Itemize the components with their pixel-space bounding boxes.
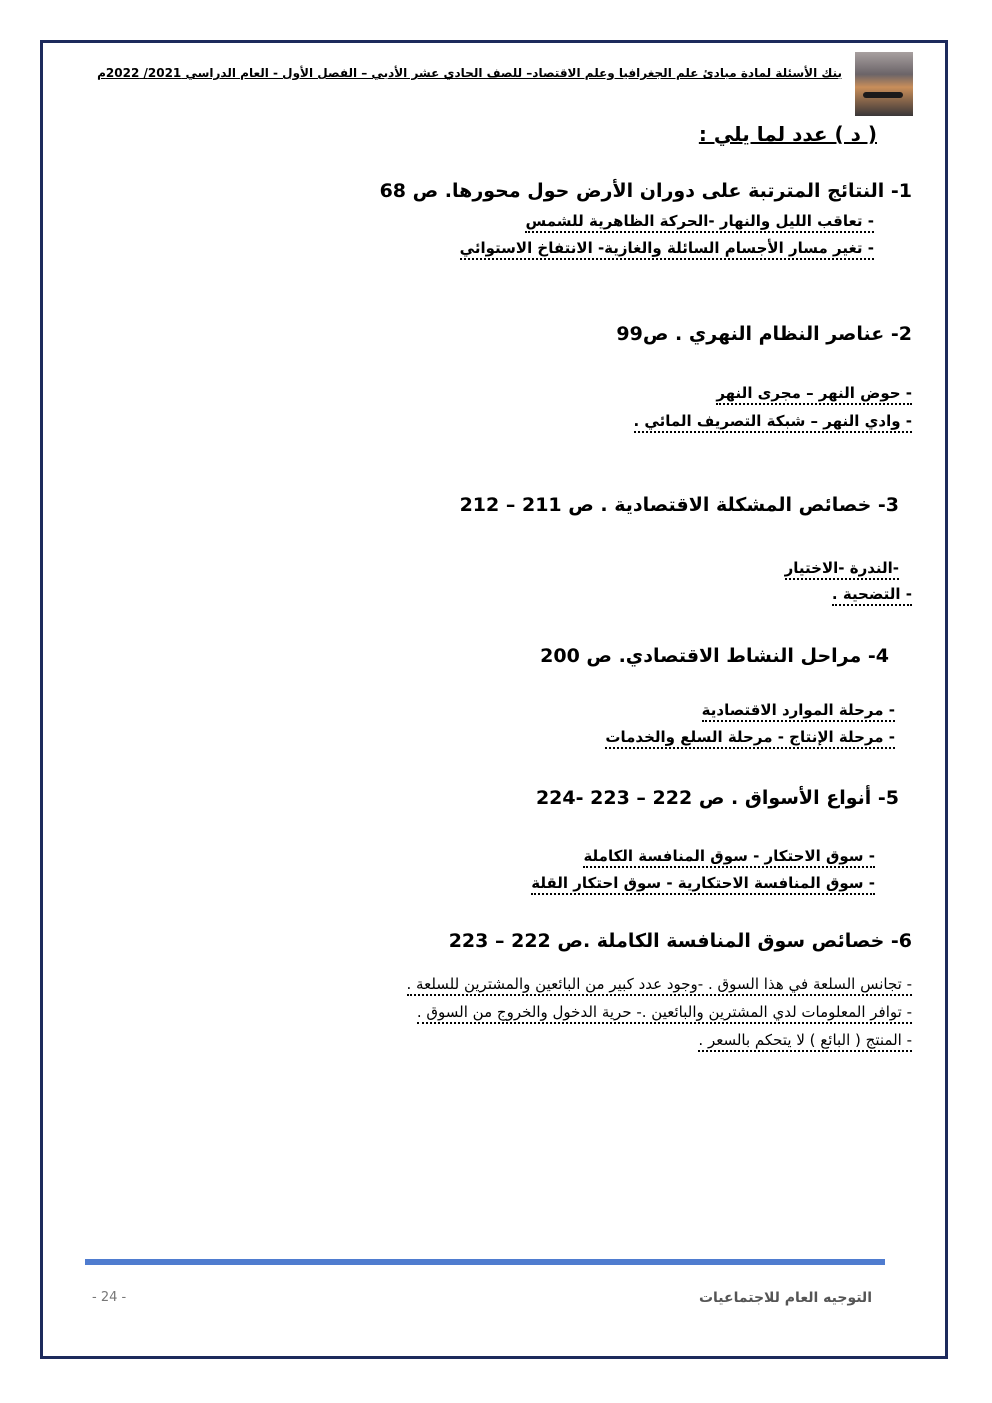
question-3-title: 3- خصائص المشكلة الاقتصادية . ص 211 – 212 (459, 494, 899, 516)
footer-organization: التوجيه العام للاجتماعيات (698, 1290, 872, 1306)
question-4-title: 4- مراحل النشاط الاقتصادي. ص 200 (540, 645, 889, 667)
header-logo-image (855, 52, 913, 116)
question-2-answer-1: - حوض النهر – مجرى النهر (716, 383, 912, 405)
question-2-title: 2- عناصر النظام النهري . ص99 (616, 323, 912, 345)
header-title: بنك الأسئلة لمادة مبادئ علم الجغرافيا وعلم الاقتصاد– للصف الحادي عشر الأدبي – الفصل الأول - العام الدراسي 2021/ 2022م (97, 66, 842, 80)
question-3-answer-2: - التضحية . (832, 584, 912, 606)
question-2-answer-2: - وادي النهر – شبكة التصريف المائي . (634, 411, 913, 433)
footer-divider (85, 1259, 885, 1265)
question-3-answer-1: -الندرة -الاختيار (785, 558, 899, 580)
page-number: - 24 - (92, 1290, 127, 1305)
question-6-answer-1: - تجانس السلعة في هذا السوق . -وجود عدد كبير من البائعين والمشترين للسلعة . (407, 974, 913, 996)
question-1-title: 1- النتائج المترتبة على دوران الأرض حول محورها. ص 68 (379, 180, 912, 202)
section-title: ( د ) عدد لما يلي : (698, 122, 877, 146)
question-6-answer-3: - المنتج ( البائع ) لا يتحكم بالسعر . (698, 1030, 912, 1052)
question-6-title: 6- خصائص سوق المنافسة الكاملة .ص 222 – 223 (448, 930, 912, 952)
question-4-answer-1: - مرحلة الموارد الاقتصادية (702, 700, 895, 722)
question-1-answer-1: - تعاقب الليل والنهار -الحركة الظاهرية للشمس (525, 211, 874, 233)
question-1-answer-2: - تغير مسار الأجسام السائلة والغازية- الانتفاخ الاستوائي (460, 238, 874, 260)
question-5-answer-1: - سوق الاحتكار - سوق المنافسة الكاملة (583, 846, 875, 868)
question-4-answer-2: - مرحلة الإنتاج - مرحلة السلع والخدمات (605, 727, 895, 749)
question-6-answer-2: - توافر المعلومات لدي المشترين والبائعين .- حرية الدخول والخروج من السوق . (417, 1002, 912, 1024)
question-5-title: 5- أنواع الأسواق . ص 222 – 223 -224 (535, 787, 899, 809)
question-5-answer-2: - سوق المنافسة الاحتكارية - سوق احتكار القلة (531, 873, 875, 895)
